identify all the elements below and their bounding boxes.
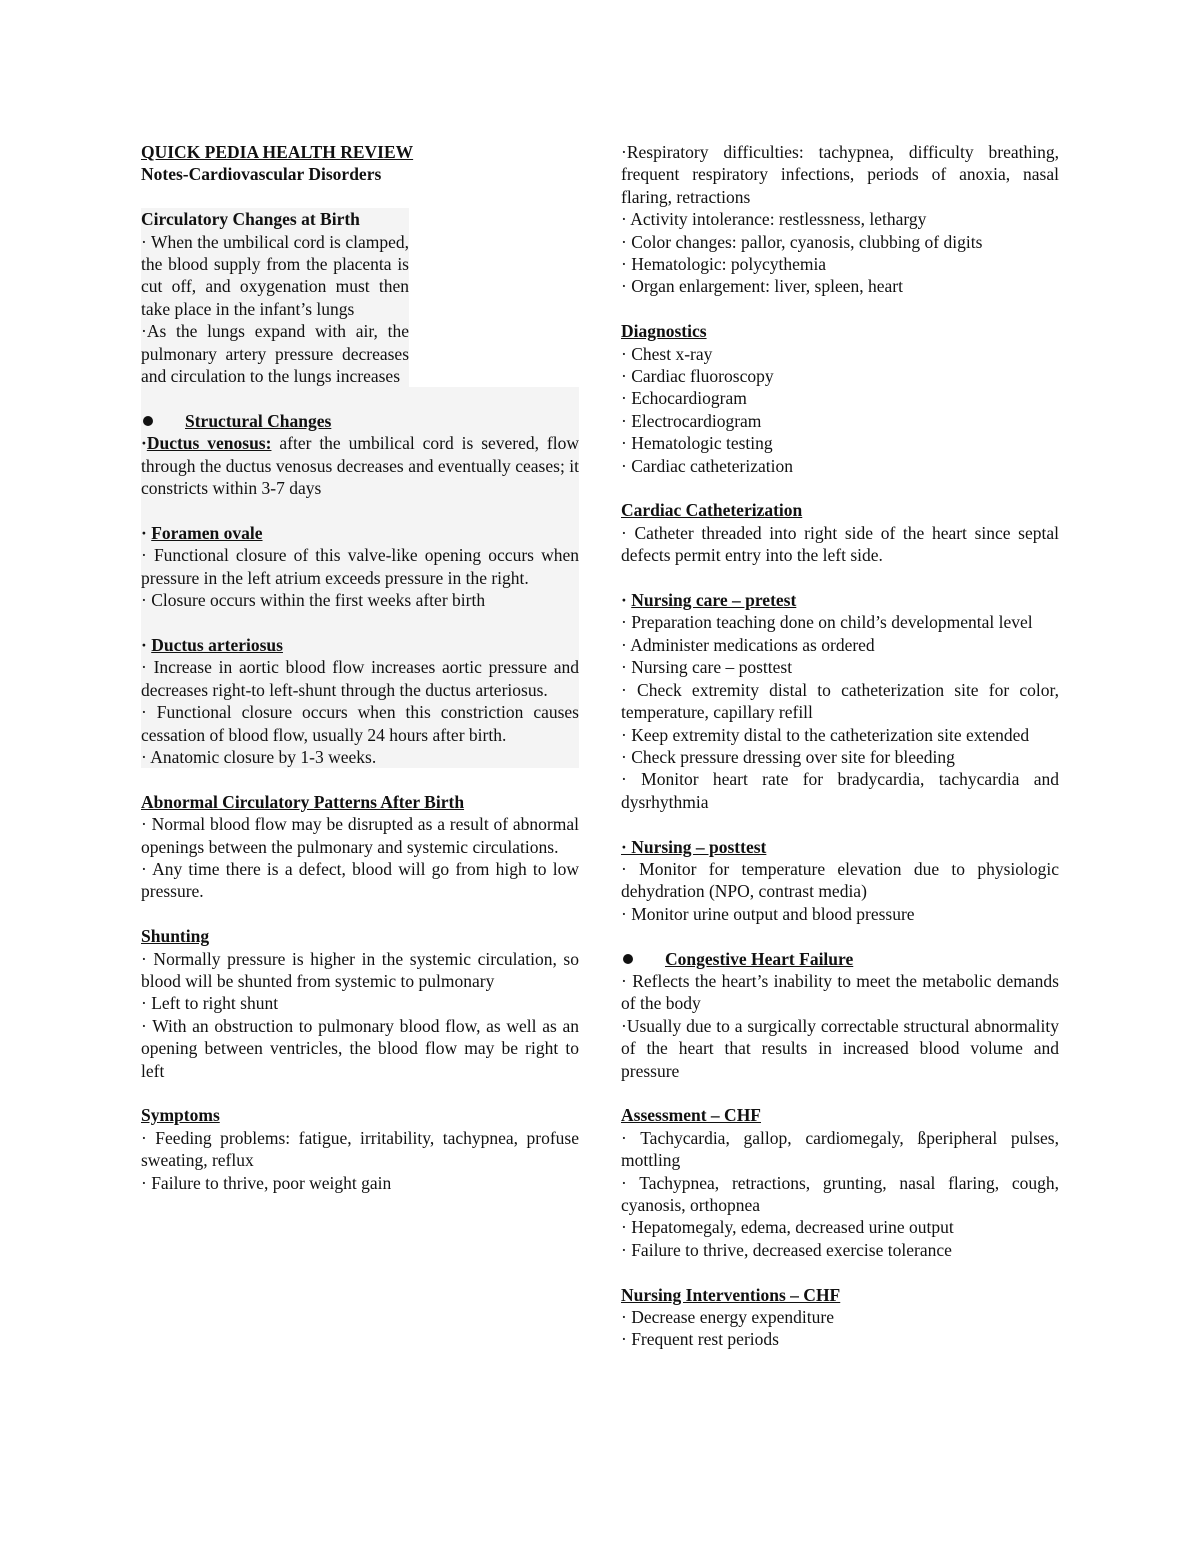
left-column bbox=[141, 141, 579, 1194]
paragraph: · Hematologic: polycythemia bbox=[621, 254, 827, 275]
section-heading: Cardiac Catheterization bbox=[621, 500, 803, 521]
paragraph: · Monitor heart rate for bradycardia, tachycardia and dysrhythmia bbox=[621, 769, 1059, 812]
spacer bbox=[141, 611, 579, 633]
subsection-heading: · Ductus arteriosus bbox=[141, 634, 283, 655]
list-item: · Electrocardiogram bbox=[621, 410, 762, 431]
spacer bbox=[141, 499, 579, 521]
bullet-icon bbox=[143, 416, 153, 426]
paragraph: · Reflects the heart’s inability to meet the metabolic demands of the body bbox=[621, 970, 1059, 1014]
subsection-heading: · Nursing care – pretest bbox=[621, 590, 797, 611]
section-heading: Assessment – CHF bbox=[621, 1105, 761, 1126]
paragraph: · Anatomic closure by 1-3 weeks. bbox=[141, 746, 377, 767]
paragraph: · Activity intolerance: restlessness, lethargy bbox=[621, 209, 927, 230]
term: Ductus venosus: bbox=[146, 433, 272, 454]
paragraph: · Frequent rest periods bbox=[621, 1329, 779, 1350]
spacer bbox=[621, 813, 1059, 835]
paragraph: · Feeding problems: fatigue, irritability, tachypnea, profuse sweating, reflux bbox=[141, 1127, 579, 1171]
list-item: · Cardiac catheterization bbox=[621, 455, 793, 476]
spacer bbox=[141, 186, 579, 208]
paragraph: · Failure to thrive, poor weight gain bbox=[141, 1172, 392, 1193]
spacer bbox=[621, 1082, 1059, 1104]
list-item: · Chest x-ray bbox=[621, 343, 713, 364]
paragraph: · Any time there is a defect, blood will go from high to low pressure. bbox=[141, 858, 579, 902]
paragraph: ·Respiratory difficulties: tachypnea, difficulty breathing, frequent respiratory infections, periods of anoxia, nasal flaring, retractions bbox=[621, 142, 1059, 207]
paragraph: · Check pressure dressing over site for bleeding bbox=[621, 746, 955, 767]
spacer bbox=[621, 1261, 1059, 1283]
section-heading: Congestive Heart Failure bbox=[621, 948, 1059, 970]
subsection-heading: · Nursing – posttest bbox=[621, 836, 767, 857]
paragraph: · Catheter threaded into right side of the heart since septal defects permit entry into the left side. bbox=[621, 522, 1059, 566]
paragraph: · Left to right shunt bbox=[141, 993, 279, 1014]
spacer bbox=[621, 298, 1059, 320]
paragraph: · Organ enlargement: liver, spleen, heart bbox=[621, 276, 903, 297]
paragraph: · When the umbilical cord is clamped, the blood supply from the placenta is cut off, and oxygenation must then take place in the infant’s lungs bbox=[141, 231, 409, 319]
paragraph: · Administer medications as ordered bbox=[621, 634, 875, 655]
paragraph: · Failure to thrive, decreased exercise tolerance bbox=[621, 1239, 952, 1260]
document-subtitle: Notes-Cardiovascular Disorders bbox=[141, 164, 382, 185]
spacer bbox=[141, 903, 579, 925]
paragraph: · Functional closure occurs when this constriction causes cessation of blood flow, usually 24 hours after birth. bbox=[141, 702, 579, 745]
spacer bbox=[141, 768, 579, 790]
paragraph: · Monitor for temperature elevation due to physiologic dehydration (NPO, contrast media) bbox=[621, 858, 1059, 902]
paragraph: · Functional closure of this valve-like opening occurs when pressure in the left atrium exceeds pressure in the right. bbox=[141, 545, 579, 588]
spacer bbox=[621, 925, 1059, 947]
paragraph: ·As the lungs expand with air, the pulmonary artery pressure decreases and circulation to the lungs increases bbox=[141, 321, 409, 387]
paragraph: · Hepatomegaly, edema, decreased urine output bbox=[621, 1217, 954, 1238]
section-heading: Circulatory Changes at Birth bbox=[141, 209, 360, 230]
paragraph: · Preparation teaching done on child’s developmental level bbox=[621, 612, 1033, 633]
list-item: · Cardiac fluoroscopy bbox=[621, 366, 774, 387]
paragraph: · With an obstruction to pulmonary blood flow, as well as an opening between ventricles, the blood flow may be right to left bbox=[141, 1015, 579, 1081]
section-heading: Shunting bbox=[141, 926, 210, 947]
paragraph: · Keep extremity distal to the catheterization site extended bbox=[621, 724, 1030, 745]
paragraph: · Increase in aortic blood flow increases aortic pressure and decreases right-to left-shunt through the ductus arteriosus. bbox=[141, 657, 579, 700]
list-item: · Hematologic testing bbox=[621, 433, 773, 454]
paragraph: · Normally pressure is higher in the systemic circulation, so blood will be shunted from systemic to pulmonary bbox=[141, 948, 579, 991]
section-heading: Diagnostics bbox=[621, 321, 707, 342]
paragraph: · Tachycardia, gallop, cardiomegaly, ßperipheral pulses, mottling bbox=[621, 1127, 1059, 1171]
spacer bbox=[621, 477, 1059, 499]
section-heading: Symptoms bbox=[141, 1105, 220, 1126]
paragraph: · Monitor urine output and blood pressure bbox=[621, 903, 915, 924]
circulatory-changes-section bbox=[141, 208, 409, 387]
paragraph: ·Ductus venosus: after the umbilical cord is severed, flow through the ductus venosus decreases and eventually ceases; it constricts within 3-7 days bbox=[141, 433, 579, 499]
subsection-heading: · Foramen ovale bbox=[141, 522, 263, 543]
structural-changes-section bbox=[141, 410, 579, 768]
paragraph: · Tachypnea, retractions, grunting, nasal flaring, cough, cyanosis, orthopnea bbox=[621, 1172, 1059, 1215]
paragraph: · Decrease energy expenditure bbox=[621, 1307, 834, 1328]
paragraph: · Nursing care – posttest bbox=[621, 657, 793, 678]
section-heading: Nursing Interventions – CHF bbox=[621, 1284, 841, 1305]
spacer bbox=[141, 387, 579, 409]
paragraph: · Closure occurs within the first weeks after birth bbox=[141, 590, 486, 611]
paragraph: · Color changes: pallor, cyanosis, clubbing of digits bbox=[621, 231, 983, 252]
spacer bbox=[141, 1082, 579, 1104]
document-title: QUICK PEDIA HEALTH REVIEW bbox=[141, 142, 414, 162]
right-column bbox=[621, 141, 1059, 1351]
list-item: · Echocardiogram bbox=[621, 388, 747, 409]
bullet-icon bbox=[623, 954, 633, 964]
paragraph: · Normal blood flow may be disrupted as a result of abnormal openings between the pulmonary and systemic circulations. bbox=[141, 814, 579, 857]
section-heading: Structural Changes bbox=[141, 410, 579, 432]
section-heading: Abnormal Circulatory Patterns After Birth bbox=[141, 791, 465, 812]
paragraph: · Check extremity distal to catheterization site for color, temperature, capillary refill bbox=[621, 679, 1059, 723]
paragraph: ·Usually due to a surgically correctable structural abnormality of the heart that results in increased blood volume and pressure bbox=[621, 1015, 1059, 1081]
spacer bbox=[621, 567, 1059, 589]
